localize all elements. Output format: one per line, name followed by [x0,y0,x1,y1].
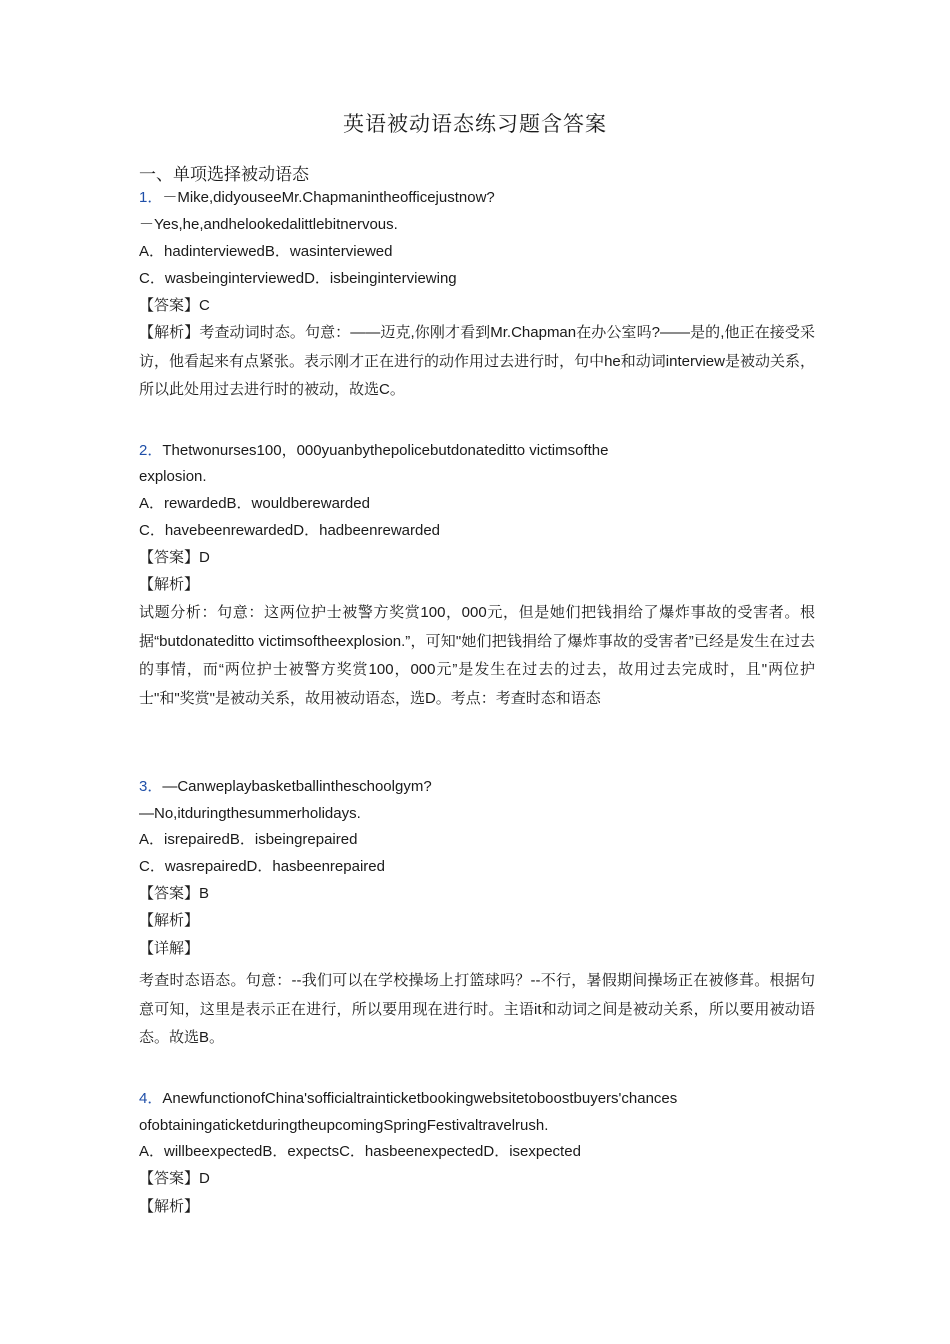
question-2-analysis-label: 【解析】 [139,576,200,593]
question-2-options-line-1: A．rewardedB．wouldberewarded [139,495,370,512]
question-3-options-line-2: C．wasrepairedD．hasbeenrepaired [139,858,385,875]
question-3-explanation: 考查时态语态。句意：--我们可以在学校操场上打篮球吗？--不行，暑假期间操场正在被修葺。根据句意可知，这里是表示正在进行，所以要用现在进行时。主语it和动词之间是被动关系，所以要用被动语态。故选B。 [139,972,815,1047]
question-2-stem-line-2: explosion. [139,468,207,485]
question-3-stem-line-2: —No,itduringthesummerholidays. [139,805,361,822]
question-4-options-line-1: A．willbeexpectedB．expectsC．hasbeenexpectedD．isexpected [139,1143,581,1160]
question-4-analysis-label: 【解析】 [139,1198,200,1215]
question-3-analysis-label: 【解析】 [139,912,200,929]
question-number: 4． [139,1090,163,1107]
question-1-stem-line-1: 1．－Mike,didyouseeMr.Chapmanintheofficejustnow? [139,189,495,206]
section-heading: 一、单项选择被动语态 [139,165,309,185]
question-number: 2． [139,442,163,459]
question-3-options-line-1: A．isrepairedB．isbeingrepaired [139,831,358,848]
question-2-options-line-2: C．havebeenrewardedD．hadbeenrewarded [139,522,441,539]
question-2-explanation: 试题分析：句意：这两位护士被警方奖赏100，000元，但是她们把钱捐给了爆炸事故的受害者。根据“butdonateditto victimsoftheexplosion.”，可知"她们把钱捐给了爆炸事故的受害者”已经是发生在过去的事情，而“两位护士被警方奖赏100，000元”是发生在过去的过去，故用过去完成时，且"两位护士"和"奖赏"是被动关系，故用被动语态，选D。考点：考查时态和语态 [139,604,815,707]
question-4-answer: 【答案】D [139,1170,210,1187]
question-2-answer: 【答案】D [139,549,210,566]
question-number: 1． [139,189,163,206]
question-4-stem-line-2: ofobtainingaticketduringtheupcomingSpringFestivaltravelrush. [139,1117,549,1134]
question-3-answer: 【答案】B [139,885,210,902]
question-1-answer: 【答案】C [139,297,210,314]
question-3-detail-label: 【详解】 [139,940,200,957]
question-4-stem-line-1: 4．AnewfunctionofChina'sofficialtrainticketbookingwebsitetoboostbuyers'chances [139,1090,678,1107]
question-1-stem-line-2: －Yes,he,andhelookedalittlebitnervous. [139,216,398,233]
question-1-options-line-2: C．wasbeinginterviewedD．isbeinginterviewing [139,270,457,287]
question-1-explanation: 【解析】考查动词时态。句意：——迈克,你刚才看到Mr.Chapman在办公室吗?——是的,他正在接受采访，他看起来有点紧张。表示刚才正在进行的动作用过去进行时，句中he和动词interview是被动关系，所以此处用过去进行时的被动，故选C。 [139,324,815,399]
question-3-stem-line-1: 3．—Canweplaybasketballintheschoolgym? [139,778,432,795]
question-1-options-line-1: A．hadinterviewedB．wasinterviewed [139,243,393,260]
question-2-stem-line-1: 2．Thetwonurses100，000yuanbythepolicebutdonateditto victimsofthe [139,442,609,459]
question-number: 3． [139,778,163,795]
document-title: 英语被动语态练习题含答案 [343,112,607,136]
